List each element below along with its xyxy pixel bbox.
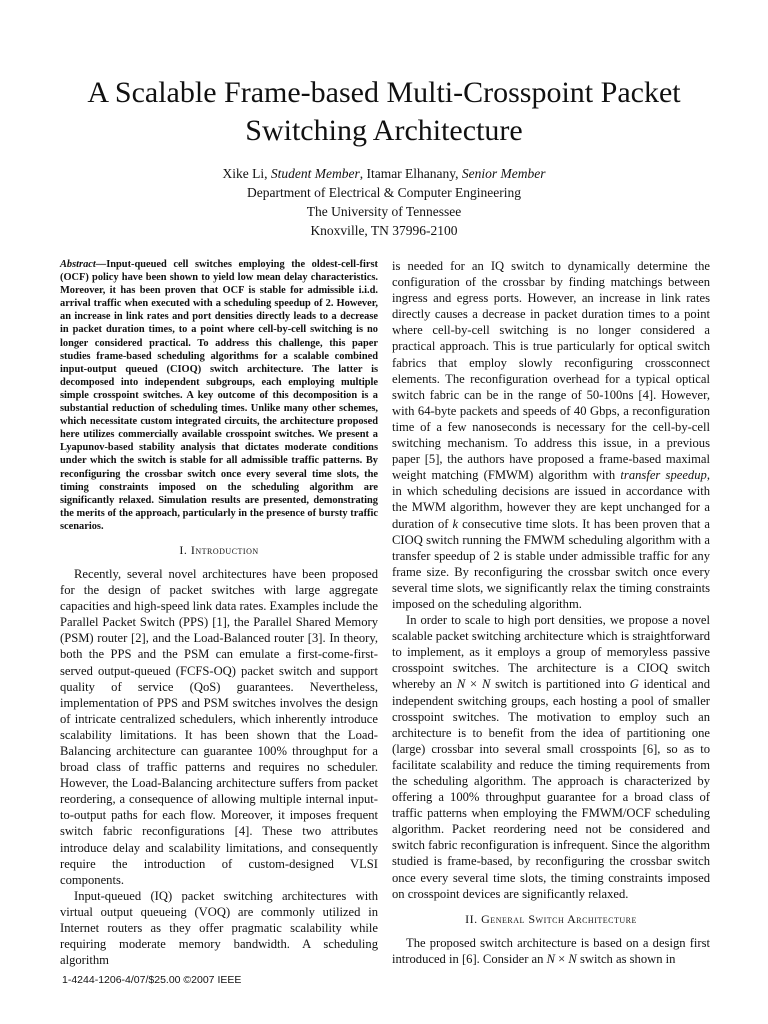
right-column-body: [392, 258, 710, 902]
section-1-body: [60, 566, 378, 968]
section-2-title: General Switch Architecture: [481, 911, 637, 926]
math-n: N: [568, 951, 577, 966]
section-2-heading: [392, 912, 710, 927]
paragraph-4: In order to scale to high port densities, we propose a novel scalable packet switching architecture which is straightforward to implement, as it employs a group of memoryless passive crosspoint switches. The architecture is a CIOQ switch whereby an N × N switch is partitioned into G identical and independent switching groups, each hosting a pool of smaller crosspoint switches. The motivation to employ such an architecture is to benefit from the idea of partitioning one (large) crossbar into several small crosspoints [6], so as to facilitate scalability and reduce the timing requirements from the scheduling algorithm. The approach is characterized by offering a 100% throughput guarantee for a broad class of traffic patterns when employing the FMWM/OCF scheduling algorithm. Packet reordering need not be considered and switch fabric reconfiguration is infrequent. Since the algorithm studied is frame-based, by reconfiguring the crossbar switch once every several time slots, the timing constraints imposed on crosspoint devices are significantly relaxed.: [392, 613, 711, 901]
right-column: [392, 258, 710, 967]
paper-title: [40, 74, 728, 150]
affiliation-city: Knoxville, TN 37996-2100: [310, 223, 458, 238]
author-2-role: Senior Member: [461, 166, 546, 181]
left-column: [60, 258, 378, 968]
paragraph-3: is needed for an IQ switch to dynamically determine the configuration of the crossbar by finding matchings between ingress and egress ports. However, an increase in link rates directly causes a decrease in packet duration times to a point where cell-by-cell switching is no longer considered a practical approach. This is true particularly for optical switch fabrics that employ slowly reconfiguring crossconnect elements. The reconfiguration overhead for a typical optical switch fabric can be in the range of 50-100ns [4]. However, with 64-byte packets and speeds of 40 Gbps, a reconfiguration time of a few nanoseconds is necessary for the cell-by-cell switching mechanism. To address this issue, in a previous paper [5], the authors have proposed a frame-based maximal weight matching (FMWM) algorithm with transfer speedup, in which scheduling decisions are issued in accordance with the MWM algorithm, however they are kept unchanged for a duration of k consecutive time slots. It has been proven that a CIOQ switch running the FMWM scheduling algorithm with a transfer speedup of 2 is stable under admissible traffic for any frame size. By reconfiguring the crossbar switch once every several time slots, we significantly relax the timing constraints imposed on the scheduling algorithm.: [392, 259, 711, 611]
math-g: G: [629, 677, 639, 692]
section-1-title: Introduction: [190, 542, 259, 557]
title-line-2: Switching Architecture: [245, 114, 523, 147]
author-1-name: Xike Li,: [222, 166, 268, 181]
abstract-lead: Abstract—: [60, 259, 107, 270]
author-2-name: Itamar Elhanany,: [366, 166, 459, 181]
math-k: k: [452, 516, 459, 531]
author-line: Xike Li, Student Member, Itamar Elhanany, Senior Member: [222, 166, 546, 181]
paragraph-5: The proposed switch architecture is based on a design first introduced in [6]. Consider an N × N switch as shown in: [392, 935, 710, 966]
abstract-text: Input-queued cell switches employing the oldest-cell-first (OCF) policy have been shown to yield low mean delay characteristics. Moreover, it has been proven that OCF is stable for admissible i.i.d. arrival traffic when executed with a scheduling speedup of 2. However, an increase in link rates and port densities directly leads to a decrease in packet duration times, to a point where cell-by-cell switching is no longer considered practical. To address this challenge, this paper studies frame-based scheduling algorithms for a scalable combined input-output queued (CIOQ) switch architecture. The latter is decomposed into independent subgroups, each employing multiple simple crosspoint switches. A key outcome of this decomposition is a substantial reduction of scheduling times. Unlike many other schemes, which necessitate custom integrated circuits, the architecture proposed here utilizes commercially available crosspoint switches. We present a Lyapunov-based stability analysis that dictates moderate conditions under which the switch is stable for all admissible traffic patterns. By reconfiguring the crossbar switch once every several time slots, the timing constraints imposed on the scheduling algorithm are significantly relaxed. Simulation results are presented, demonstrating the merits of the approach, particularly in the presence of bursty traffic scenarios.: [60, 259, 378, 532]
paragraph-1: Recently, several novel architectures have been proposed for the design of packet switches with large aggregate capacities and high-speed link data rates. Examples include the Parallel Packet Switch (PPS) [1], the Parallel Shared Memory (PSM) router [2], and the Load-Balanced router [3]. In theory, both the PPS and the PSM can emulate a first-come-first-served output-queued (FCFS-OQ) packet switch and support quality of service (QoS) guarantees. Nevertheless, implementation of PPS and PSM switches involves the design of intricate centralized schedulers, which inherently introduce scalability limitations. It has been shown that the Load-Balancing architecture can guarantee 100% throughput for a broad class of traffic patterns and requires no scheduler. However, the Load-Balancing architecture suffers from packet reordering, a consequence of allowing multiple internal input-to-output paths for each flow. Moreover, it imposes frequent switch fabric reconfigurations [4]. These two attributes introduce delay and scalability limitations, and consequently require the introduction of custom-designed VLSI components.: [60, 566, 378, 887]
copyright-footer: 1-4244-1206-4/07/$25.00 ©2007 IEEE: [62, 974, 242, 986]
author-1-role: Student Member: [270, 166, 360, 181]
author-block: [40, 164, 728, 240]
title-line-1: A Scalable Frame-based Multi-Crosspoint Packet: [87, 76, 681, 109]
math-n: N: [546, 951, 555, 966]
math-n: N: [481, 677, 491, 692]
affiliation-univ: The University of Tennessee: [306, 204, 462, 219]
abstract: [60, 258, 378, 533]
transfer-speedup-term: transfer speedup: [620, 468, 707, 483]
section-2-number: II.: [465, 911, 478, 926]
section-1-number: I.: [179, 542, 188, 557]
paragraph-2: Input-queued (IQ) packet switching architectures with virtual output queueing (VOQ) are commonly utilized in Internet routers as they offer pragmatic scalability while requiring moderate memory bandwidth. A scheduling algorithm: [60, 888, 378, 968]
section-2-body: [392, 935, 710, 967]
affiliation-dept: Department of Electrical & Computer Engineering: [246, 185, 522, 200]
section-1-heading: [60, 543, 378, 558]
math-n: N: [456, 677, 466, 692]
